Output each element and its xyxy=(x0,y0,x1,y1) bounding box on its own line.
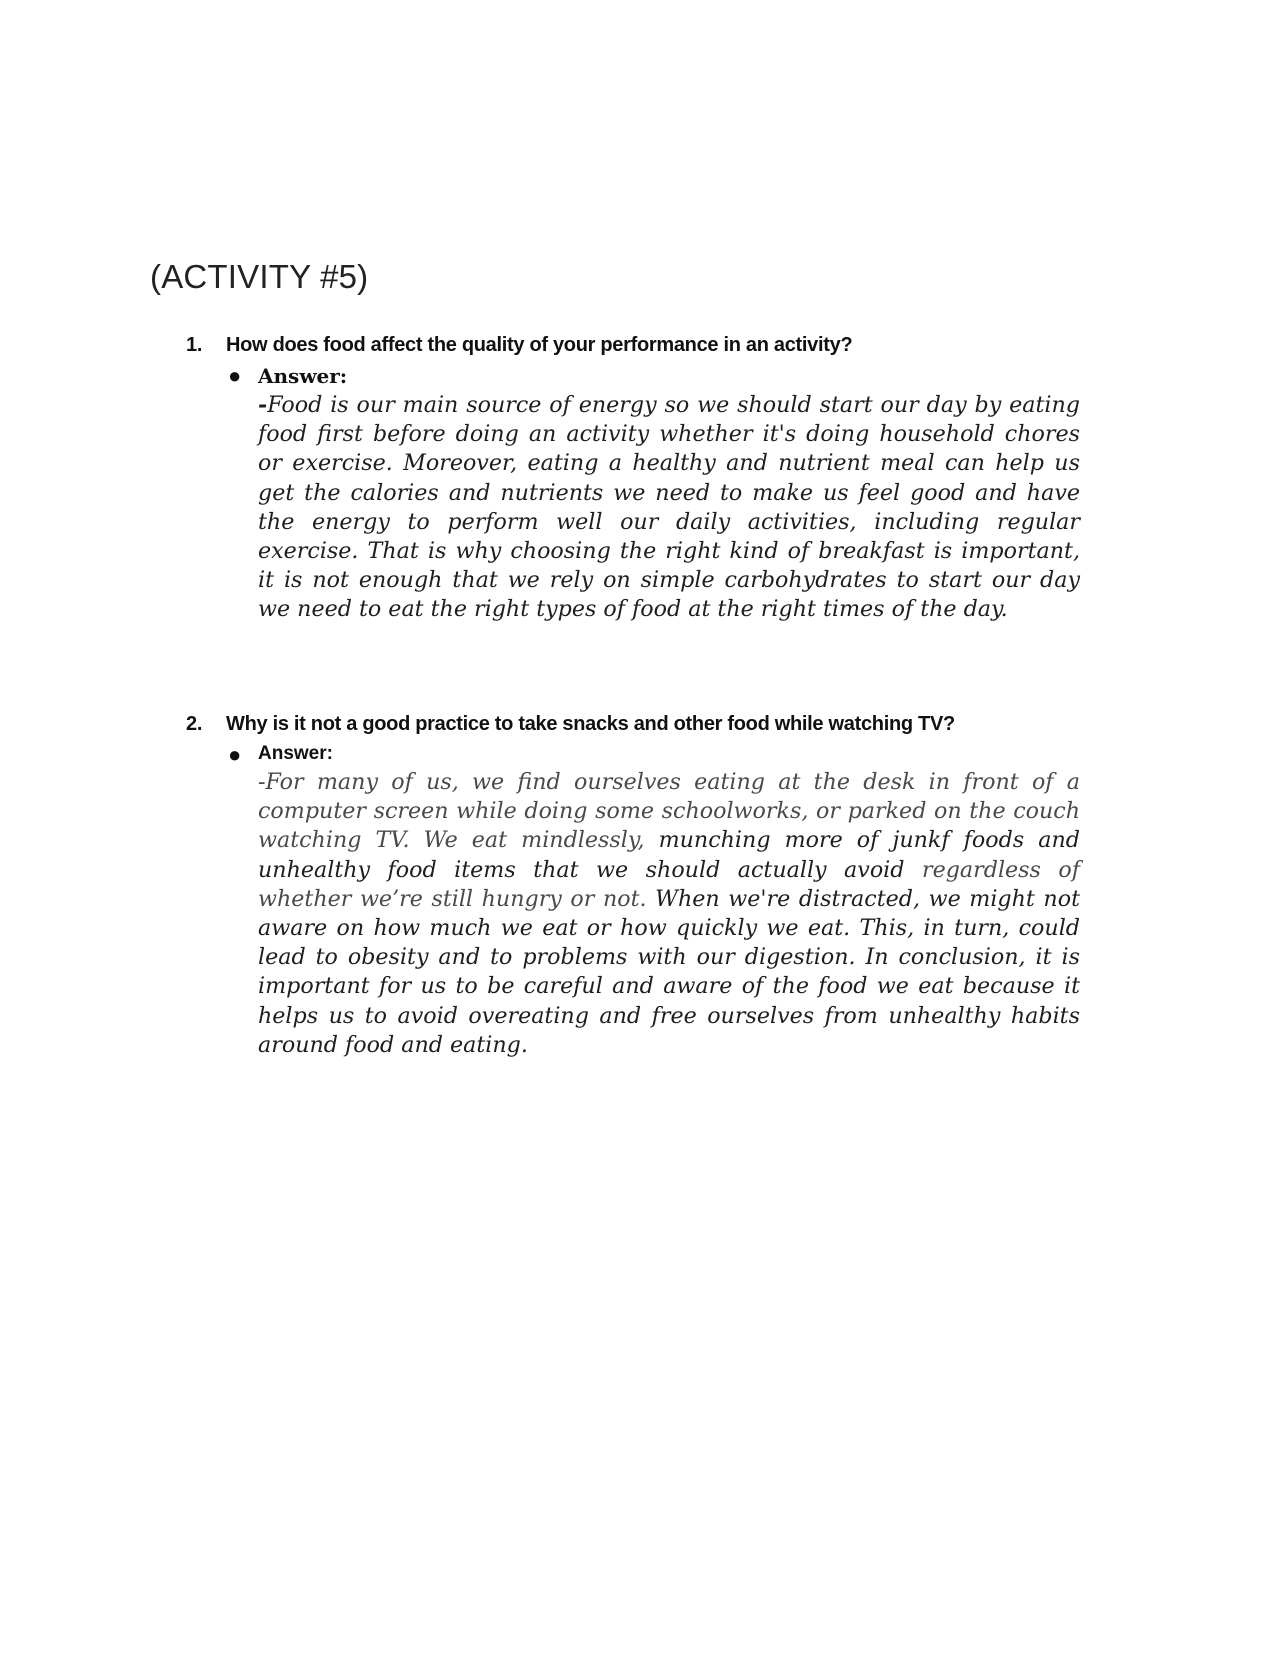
answer-text xyxy=(258,391,1080,625)
question-number: 1. xyxy=(186,334,203,356)
answer-body: Food is our main source of energy so we should start our day by eating food first before doing an activity whether it's doing household chores or exercise. Moreover, eating a healthy and nutrient meal can help us get the calories and nutrients we need to make us feel good and have the energy to perform well our daily activities, including regular exercise. That is why choosing the right kind of breakfast is important, it is not enough that we rely on simple carbohydrates to start our day we need to eat the right types of food at the right times of the day. xyxy=(258,392,1080,623)
question-line xyxy=(186,334,1126,357)
answer-label: Answer: xyxy=(258,743,333,764)
answer-segment: regardless of whether we’re still hungry or not. xyxy=(258,856,1080,912)
answer-segment: -For many of us, we find ourselves eating at the desk in front of a computer screen while doing some schoolworks, or parked on the couch watching TV. We eat mindlessly, xyxy=(258,769,1080,854)
question-text: Why is it not a good practice to take snacks and other food while watching TV? xyxy=(226,713,955,735)
document-title: (ACTIVITY #5) xyxy=(150,258,369,295)
question-number: 2. xyxy=(186,713,203,735)
answer-segment: munching more of junkf foods and unhealthy food items that we should actually avoid xyxy=(258,827,1080,883)
answer-block xyxy=(228,363,1126,625)
question-line xyxy=(186,713,1126,736)
answer-segment: When we're distracted, we might not aware on how much we eat or how quickly we eat. This, in turn, could lead to obesity and to problems with our digestion. In conclusion, it is important for us to be careful and aware of the food we eat because it helps us to avoid overeating and free ourselves from unhealthy habits around food and eating. xyxy=(258,885,1080,1058)
question-item-1 xyxy=(186,334,1126,625)
answer-block xyxy=(228,742,1126,1060)
answer-dash: - xyxy=(258,392,268,418)
bullet-icon: ● xyxy=(228,363,242,388)
question-text: How does food affect the quality of your performance in an activity? xyxy=(226,334,853,356)
answer-label: Answer: xyxy=(258,364,348,388)
question-item-2 xyxy=(186,713,1126,1060)
bullet-icon: ● xyxy=(228,742,242,767)
answer-text xyxy=(258,768,1080,1060)
